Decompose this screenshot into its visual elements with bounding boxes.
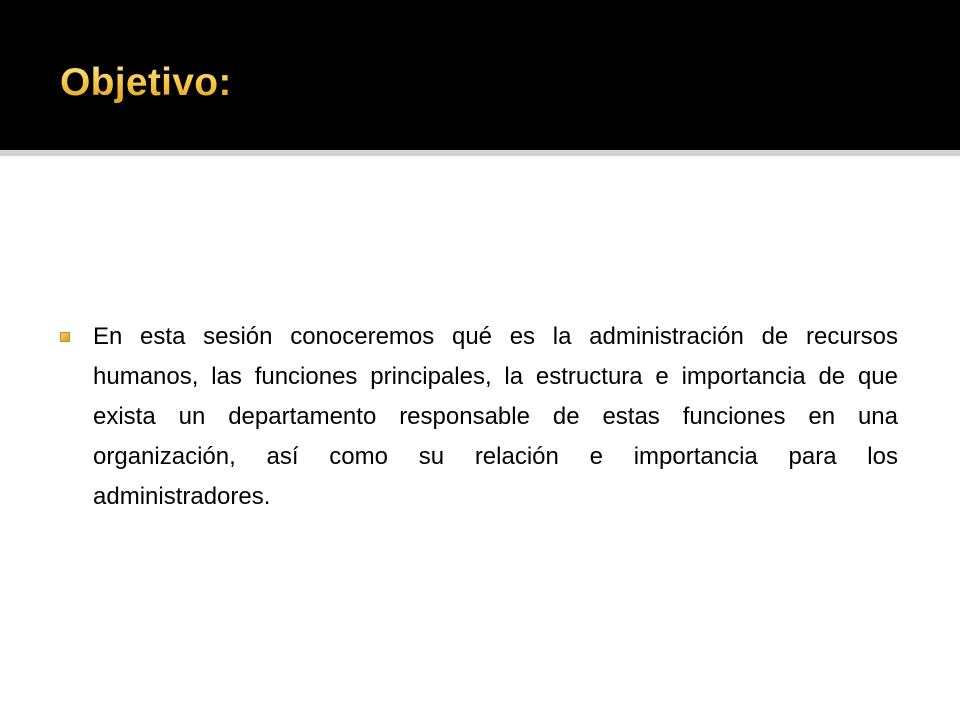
title-bar — [0, 0, 960, 150]
title-divider-shadow — [0, 154, 960, 157]
bullet-item — [58, 317, 898, 517]
square-bullet-icon — [60, 332, 70, 342]
slide-title: Objetivo: — [60, 58, 232, 108]
bullet-text: En esta sesión conoceremos qué es la administración de recursos humanos, las funciones principales, la estructura e importancia de que exista un departamento responsable de estas funciones en una organización, así como su relación e importancia para los administradores. — [93, 323, 898, 510]
slide-content — [58, 317, 898, 517]
